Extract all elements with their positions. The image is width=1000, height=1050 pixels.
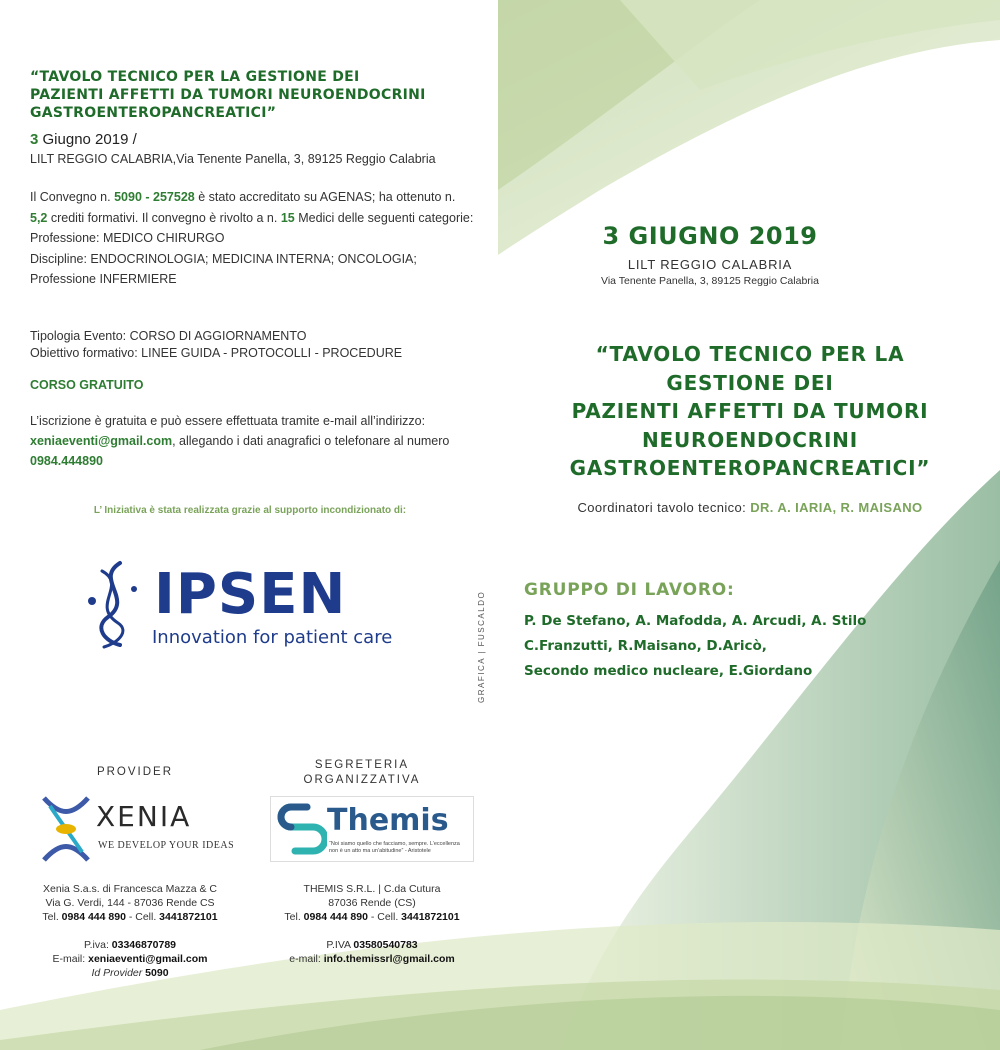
- segreteria-label-line1: SEGRETERIA: [314, 759, 410, 771]
- working-group-line3: Secondo medico nucleare, E.Giordano: [524, 663, 813, 679]
- left-date-rest: Giugno 2019 /: [42, 131, 137, 148]
- provider-label: PROVIDER: [96, 766, 174, 778]
- ipsen-logo: [84, 555, 424, 655]
- left-title-line1: “TAVOLO TECNICO PER LA GESTIONE DEI: [30, 69, 360, 85]
- cover-title-line1: “TAVOLO TECNICO PER LA: [595, 342, 905, 366]
- provider-addr-line1: Xenia S.a.s. di Francesca Mazza & C: [43, 883, 217, 895]
- segreteria-email-label: e-mail:: [289, 953, 324, 965]
- left-event-date: [30, 131, 137, 148]
- accred-text-4: Medici delle seguenti categorie:: [294, 210, 474, 225]
- segreteria-piva: [262, 938, 482, 952]
- cover-address: Via Tenente Panella, 3, 89125 Reggio Calabria: [601, 275, 819, 287]
- themis-logo: [270, 796, 474, 862]
- segreteria-email-value[interactable]: info.themissrl@gmail.com: [323, 953, 455, 965]
- provider-cell[interactable]: 3441872101: [159, 911, 218, 923]
- left-title-line3: GASTROENTEROPANCREATICI”: [30, 105, 277, 121]
- provider-email-value[interactable]: xeniaeventi@gmail.com: [88, 953, 208, 965]
- segreteria-label-line2: ORGANIZZATIVA: [303, 774, 421, 786]
- segreteria-cell[interactable]: 3441872101: [401, 911, 460, 923]
- provider-id: [30, 966, 230, 980]
- provider-addr-line2: Via G. Verdi, 144 - 87036 Rende CS: [45, 897, 215, 909]
- accred-text-2: è stato accreditato su AGENAS; ha ottenuto n.: [194, 190, 456, 204]
- provider-piva-label: P.iva:: [83, 939, 112, 951]
- accred-text-3: crediti formativi. Il convegno è rivolto a n.: [47, 210, 281, 225]
- ipsen-tagline: Innovation for patient care: [152, 627, 393, 648]
- segreteria-addr-line2: 87036 Rende (CS): [328, 897, 416, 909]
- cover-title-line4: NEUROENDOCRINI: [642, 427, 858, 452]
- left-event-place: LILT REGGIO CALABRIA,Via Tenente Panella, 3, 89125 Reggio Calabria: [30, 152, 436, 166]
- segreteria-tel-label: Tel.: [284, 911, 304, 923]
- tipologia-line: Tipologia Evento: CORSO DI AGGIORNAMENTO: [30, 329, 307, 343]
- cover-title: [520, 340, 980, 483]
- cover-date: 3 GIUGNO 2019: [602, 222, 818, 250]
- ipsen-wordmark: IPSEN: [154, 562, 347, 627]
- coordinators-label: Coordinatori tavolo tecnico:: [577, 500, 751, 515]
- registration-text: [30, 411, 475, 471]
- themis-s-icon: [277, 803, 327, 857]
- provider-tel[interactable]: 0984 444 890: [61, 911, 126, 923]
- segreteria-piva-label: P.IVA: [326, 939, 354, 951]
- accreditation-paragraph: [30, 187, 475, 228]
- coordinators: [520, 500, 980, 515]
- sponsor-note: L’ Iniziativa è stata realizzata grazie al supporto incondizionato di:: [93, 505, 407, 516]
- provider-piva: [30, 938, 230, 952]
- segreteria-piva-value: 03580540783: [353, 939, 418, 951]
- cover-title-line2: GESTIONE DEI: [666, 370, 834, 395]
- ipsen-helix-icon: [84, 559, 148, 649]
- segreteria-cell-label: - Cell.: [367, 911, 402, 923]
- accred-professione2: Professione INFERMIERE: [30, 272, 177, 286]
- cover-title-line5: GASTROENTEROPANCREATICI”: [569, 456, 931, 480]
- provider-piva-value: 03346870789: [111, 939, 177, 951]
- provider-tel-label: Tel.: [42, 911, 62, 923]
- provider-email: [30, 952, 230, 966]
- iscr-text-1: L’iscrizione è gratuita e può essere effettuata tramite e-mail all’indirizzo:: [30, 414, 426, 428]
- working-group-list: [524, 609, 866, 684]
- event-type: [30, 328, 475, 362]
- xenia-wordmark: XENIA: [96, 800, 192, 833]
- working-group-line1: P. De Stefano, A. Mafodda, A. Arcudi, A. Stilo: [524, 613, 867, 629]
- cover-venue: LILT REGGIO CALABRIA: [627, 257, 793, 272]
- obiettivo-line: Obiettivo formativo: LINEE GUIDA - PROTOCOLLI - PROCEDURE: [30, 346, 403, 360]
- themis-quote: “Noi siamo quello che facciamo, sempre. L’eccellenza non è un atto ma un’abitudine” - Aristotele: [329, 841, 460, 854]
- segreteria-tel[interactable]: 0984 444 890: [303, 911, 368, 923]
- segreteria-label: [262, 758, 462, 788]
- coordinators-names: DR. A. IARIA, R. MAISANO: [750, 500, 923, 515]
- provider-phones: [30, 910, 230, 924]
- iscr-text-2: , allegando i dati anagrafici o telefonare al numero: [172, 434, 450, 448]
- segreteria-address: [262, 882, 482, 966]
- working-group-line2: C.Franzutti, R.Maisano, D.Aricò,: [524, 638, 767, 654]
- free-course-heading: CORSO GRATUITO: [30, 378, 144, 392]
- xenia-x-icon: [40, 796, 92, 862]
- grafica-credit-text: GRAFICA | FUSCALDO: [477, 590, 486, 703]
- provider-id-value: 5090: [145, 967, 169, 979]
- accred-code: 5090 - 257528: [114, 190, 195, 204]
- accreditation-text: [30, 187, 475, 290]
- accred-professione: Professione: MEDICO CHIRURGO: [30, 231, 225, 245]
- working-group-heading: GRUPPO DI LAVORO:: [524, 580, 735, 600]
- accred-discipline: Discipline: ENDOCRINOLOGIA; MEDICINA INTERNA; ONCOLOGIA;: [30, 251, 417, 266]
- segreteria-addr-line1: THEMIS S.R.L. | C.da Cutura: [303, 883, 441, 895]
- registration-email[interactable]: xeniaeventi@gmail.com: [30, 434, 173, 448]
- segreteria-email: [262, 952, 482, 966]
- left-event-title: [30, 68, 470, 122]
- left-date-day: 3: [30, 131, 39, 148]
- provider-id-label: Id Provider: [91, 967, 146, 979]
- provider-email-label: E-mail:: [52, 953, 89, 965]
- accred-text-1: Il Convegno n.: [30, 190, 115, 204]
- grafica-credit: [473, 565, 495, 705]
- segreteria-phones: [262, 910, 482, 924]
- left-title-line2: PAZIENTI AFFETTI DA TUMORI NEUROENDOCRINI: [30, 87, 426, 103]
- cover-title-line3: PAZIENTI AFFETTI DA TUMORI: [571, 399, 929, 423]
- accred-credits: 5,2: [30, 210, 48, 225]
- xenia-tagline: WE DEVELOP YOUR IDEAS: [98, 840, 235, 851]
- xenia-logo: [40, 796, 240, 864]
- accred-count: 15: [280, 210, 295, 225]
- registration-phone[interactable]: 0984.444890: [30, 454, 103, 468]
- provider-cell-label: - Cell.: [125, 911, 160, 923]
- provider-address: [30, 882, 230, 980]
- themis-wordmark: Themis: [327, 803, 449, 838]
